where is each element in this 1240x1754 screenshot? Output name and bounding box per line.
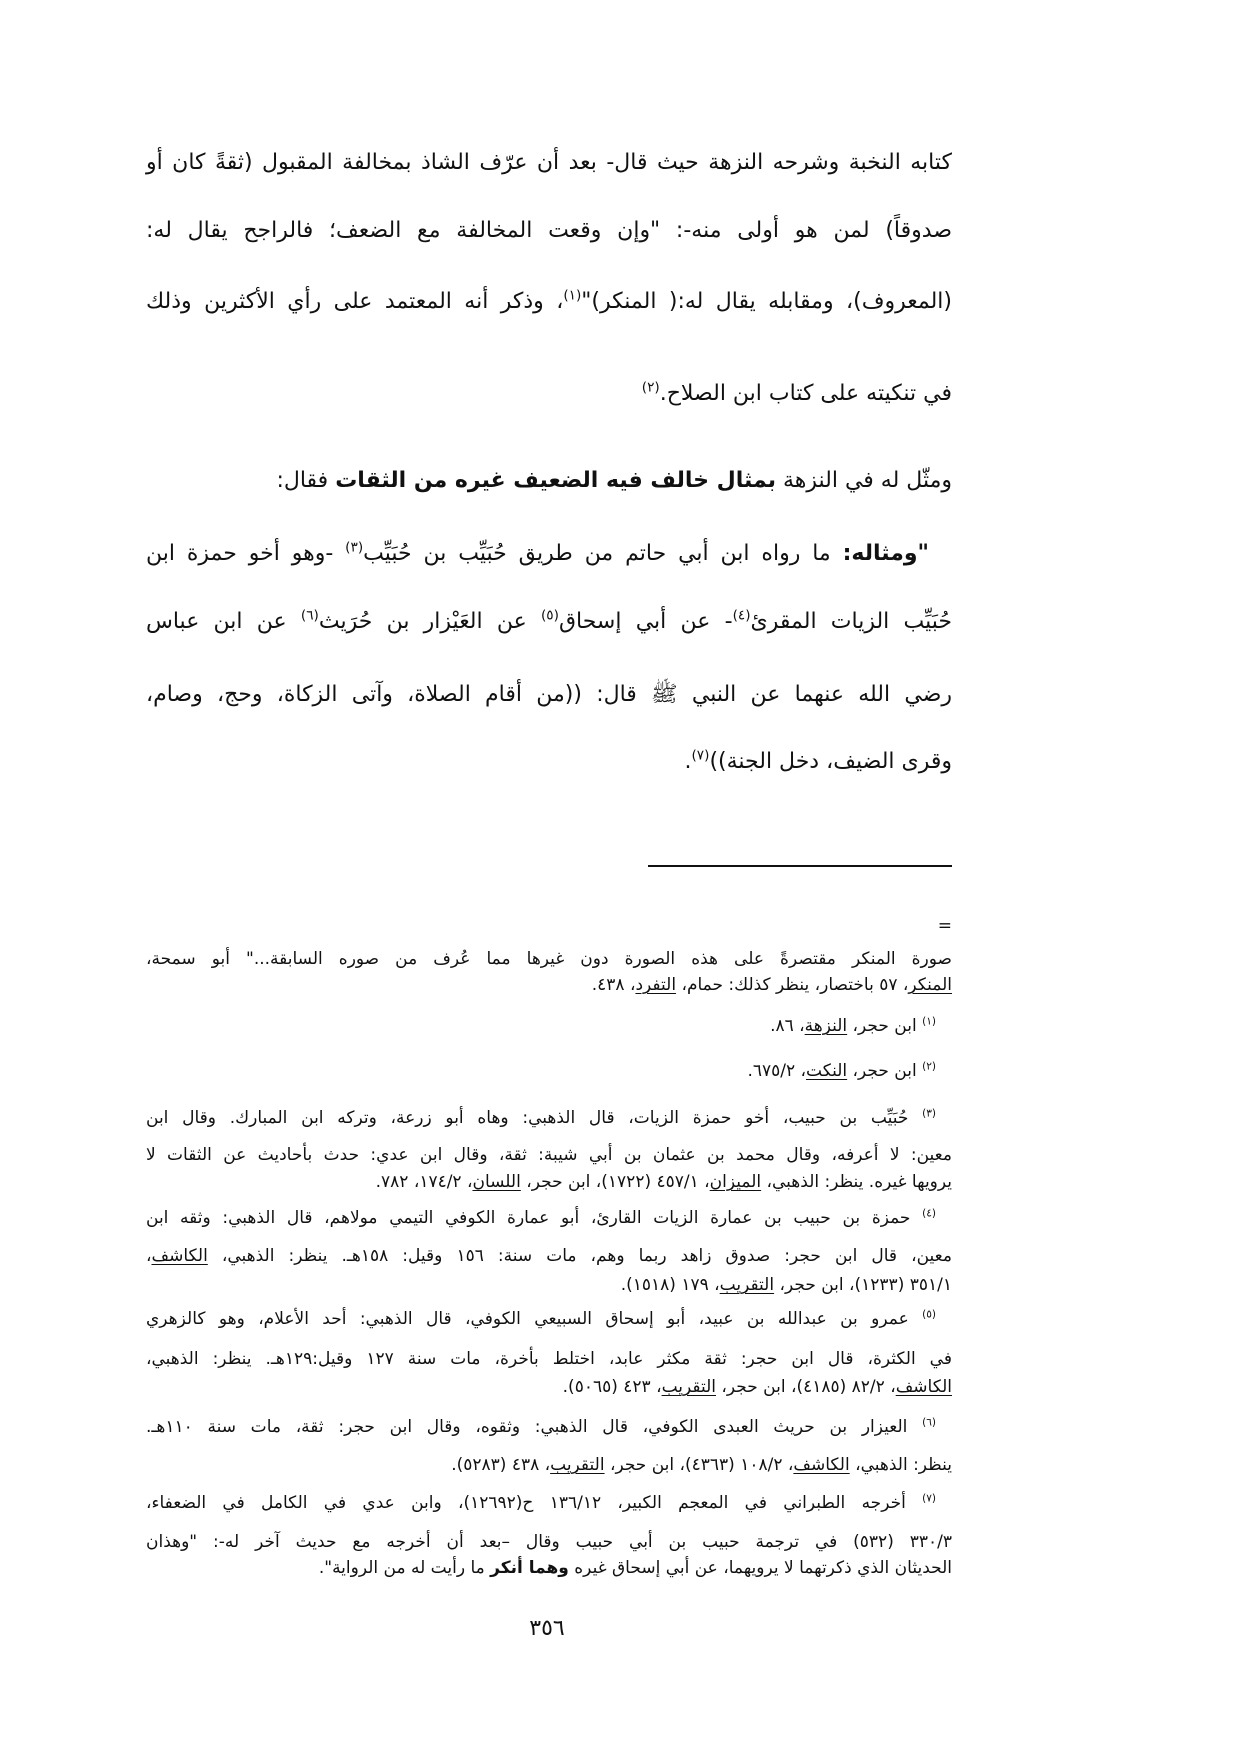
text-run: أخرجه الطبراني في المعجم الكبير، ١٣٦/١٢ ح(١٢٦٩٢)، وابن عدي في الكامل في الضعفاء، xyxy=(146,1493,923,1513)
text-run: حمزة بن حبيب بن عمارة الزيات القارئ، أبو عمارة الكوفي التيمي مولاهم، قال الذهبي: وثقه ابن xyxy=(146,1208,923,1228)
text-run: ، وذكر أنه المعتمد على رأي الأكثرين وذلك xyxy=(146,289,564,314)
text-run: حُبَيِّب بن حبيب، أخو حمزة الزيات، قال الذهبي: وهاه أبو زرعة، وتركه ابن المبارك. وقال ابن xyxy=(146,1108,923,1128)
text-run: ، ١٧٩ (١٥١٨). xyxy=(620,1275,720,1295)
text-run: ابن حجر، xyxy=(847,1016,923,1036)
text-run: صدوقاً) لمن هو أولى منه-: "وإن وقعت المخالفة مع الضعف؛ فالراجح يقال له: xyxy=(146,218,952,243)
text-run: - عن أبي إسحاق xyxy=(558,609,733,634)
footnote-line xyxy=(146,1491,952,1515)
text-run: ابن حجر، xyxy=(847,1061,923,1081)
footnote-line xyxy=(146,1556,952,1580)
text-run: -وهو أخو حمزة ابن xyxy=(146,541,346,566)
footnote-line xyxy=(146,1453,952,1477)
footnote-number: (١) xyxy=(922,1015,936,1028)
underlined-title: النزهة xyxy=(804,1016,848,1036)
text-run: ، ٤٥٧/١ (١٧٢٢)، ابن حجر، xyxy=(520,1172,710,1192)
underlined-title: التقريب xyxy=(550,1455,605,1475)
bold-text: وهما أنكر xyxy=(490,1558,569,1578)
text-run: ، ٤٣٨. xyxy=(591,975,636,995)
underlined-title: التفرد xyxy=(635,975,677,995)
underlined-title: الكاشف xyxy=(895,1377,952,1397)
text-run: ، ٦٧٥/٢. xyxy=(747,1061,807,1081)
text-run: وقرى الضيف، دخل الجنة)) xyxy=(709,749,952,774)
footnote-ref: (٣) xyxy=(345,539,364,556)
underlined-title: التقريب xyxy=(719,1275,775,1295)
body-text-line xyxy=(146,604,952,640)
underlined-title: الكاشف xyxy=(793,1455,850,1475)
footnote-line xyxy=(146,1347,952,1371)
text-run: ومثّل له في النزهة xyxy=(775,468,952,493)
body-text-line xyxy=(146,463,952,499)
footnote-line xyxy=(146,1375,952,1399)
footnote-ref: (٦) xyxy=(300,607,319,624)
text-run: ٣٥١/١ (١٢٣٣)، ابن حجر، xyxy=(774,1275,952,1295)
text-run: ، ٤٣٨ (٥٢٨٣). xyxy=(451,1455,551,1475)
footnote-continuation-mark: = xyxy=(937,916,952,936)
text-run: عن ابن عباس xyxy=(146,609,301,634)
footnote-line xyxy=(146,1530,952,1554)
footnote-number: (٢) xyxy=(922,1060,936,1073)
text-run: كتابه النخبة وشرحه النزهة حيث قال- بعد أن عرّف الشاذ بمخالفة المقبول (ثقةً كان أو xyxy=(146,150,952,175)
text-run: عمرو بن عبدالله بن عبيد، أبو إسحاق السبيعي الكوفي، قال الذهبي: أحد الأعلام، وهو كالزهري xyxy=(146,1309,923,1329)
text-run: ، ٨٦. xyxy=(770,1016,805,1036)
text-run: في الكثرة، قال ابن حجر: ثقة مكثر عابد، اختلط بأخرة، مات سنة ١٢٧ وقيل:١٢٩هـ. ينظر: الذهبي، xyxy=(146,1349,952,1369)
underlined-title: النكت xyxy=(806,1061,848,1081)
text-run: ما رأيت له من الرواية". xyxy=(318,1558,491,1578)
footnote-line xyxy=(146,1206,952,1230)
body-text-line xyxy=(146,677,952,713)
footnote-line xyxy=(146,973,952,997)
underlined-title: اللسان xyxy=(472,1172,521,1192)
text-run: العيزار بن حريث العبدى الكوفي، قال الذهبي: وثقوه، وقال ابن حجر: ثقة، مات سنة ١١٠هـ. xyxy=(146,1417,923,1437)
text-run: ، ٨٢/٢ (٤١٨٥)، ابن حجر، xyxy=(716,1377,896,1397)
footnote-line xyxy=(146,1170,952,1194)
footnote-line xyxy=(146,1059,952,1083)
footnote-line xyxy=(146,1307,952,1331)
text-run: عن العَيْزار بن حُرَيث xyxy=(318,609,541,634)
footnote-number: (٧) xyxy=(922,1492,937,1505)
body-text-line xyxy=(146,536,952,572)
footnote-ref: (٧) xyxy=(691,747,710,764)
footnote-separator xyxy=(648,865,952,867)
text-run: ، ٥٧ باختصار، ينظر كذلك: حمام، xyxy=(676,975,909,995)
body-text-line xyxy=(146,284,952,320)
bold-text: "ومثاله: xyxy=(842,541,929,566)
text-run: ، ٤٢٣ (٥٠٦٥). xyxy=(562,1377,662,1397)
footnote-line xyxy=(146,1106,952,1130)
underlined-title: الكاشف xyxy=(151,1246,208,1266)
body-text-line xyxy=(146,145,952,181)
text-run: في تنكيته على كتاب ابن الصلاح. xyxy=(659,381,952,406)
footnote-line xyxy=(146,1143,952,1167)
text-run: معين: لا أعرفه، وقال محمد بن عثمان بن أبي شيبة: ثقة، وقال ابن عدي: حدث بأحاديث عن الثقات لا xyxy=(146,1145,952,1165)
text-run: الحديثان الذي ذكرتهما لا يرويهما، عن أبي إسحاق غيره xyxy=(568,1558,952,1578)
body-text-line xyxy=(146,213,952,249)
text-run: صورة المنكر مقتصرةً على هذه الصورة دون غيرها مما عُرف من صوره السابقة..." أبو سمحة، xyxy=(146,949,952,969)
body-text-line xyxy=(146,744,952,780)
footnote-number: (٣) xyxy=(922,1107,936,1120)
underlined-title: الميزان xyxy=(709,1172,762,1192)
footnote-number: (٤) xyxy=(922,1207,936,1220)
footnote-ref: (٥) xyxy=(540,607,559,624)
footnote-ref: (١) xyxy=(563,287,582,304)
text-run: يرويها غيره. ينظر: الذهبي، xyxy=(761,1172,952,1192)
text-run: حُبَيِّب الزيات المقرئ xyxy=(750,609,953,634)
text-run: ، ١٧٤/٢، ٧٨٢. xyxy=(375,1172,473,1192)
text-run: فقال: xyxy=(276,468,336,493)
text-run: ٣٣٠/٣ (٥٣٢) في ترجمة حبيب بن أبي حبيب وقال –بعد أن أخرجه مع حديث آخر له-: "وهذان xyxy=(146,1532,952,1552)
bold-text: بمثال خالف فيه الضعيف غيره من الثقات xyxy=(335,468,776,493)
footnote-line xyxy=(146,1273,952,1297)
text-run: . xyxy=(684,749,692,774)
text-run: ينظر: الذهبي، xyxy=(849,1455,952,1475)
footnote-line xyxy=(146,1244,952,1268)
footnote-ref: (٢) xyxy=(641,379,660,396)
text-run: معين، قال ابن حجر: صدوق زاهد ربما وهم، مات سنة: ١٥٦ وقيل: ١٥٨هـ. ينظر: الذهبي، xyxy=(207,1246,952,1266)
page-number: ٣٥٦ xyxy=(529,1616,565,1641)
footnote-number: (٥) xyxy=(922,1308,936,1321)
underlined-title: المنكر xyxy=(908,975,952,995)
footnote-line xyxy=(146,1415,952,1439)
text-run: (المعروف)، ومقابله يقال له:( المنكر)" xyxy=(581,289,952,314)
footnote-line xyxy=(146,1014,952,1038)
footnote-number: (٦) xyxy=(922,1416,936,1429)
footnote-ref: (٤) xyxy=(732,607,751,624)
text-run: ، xyxy=(146,1246,152,1266)
text-run: ، ١٠٨/٢ (٤٣٦٣)، ابن حجر، xyxy=(604,1455,794,1475)
underlined-title: التقريب xyxy=(661,1377,717,1397)
footnote-line xyxy=(146,947,952,971)
text-run: رضي الله عنهما عن النبي ﷺ قال: ((من أقام الصلاة، وآتى الزكاة، وحج، وصام، xyxy=(146,682,952,707)
text-run: ما رواه ابن أبي حاتم من طريق حُبَيِّب بن حُبَيِّب xyxy=(363,541,843,566)
body-text-line xyxy=(146,376,952,412)
